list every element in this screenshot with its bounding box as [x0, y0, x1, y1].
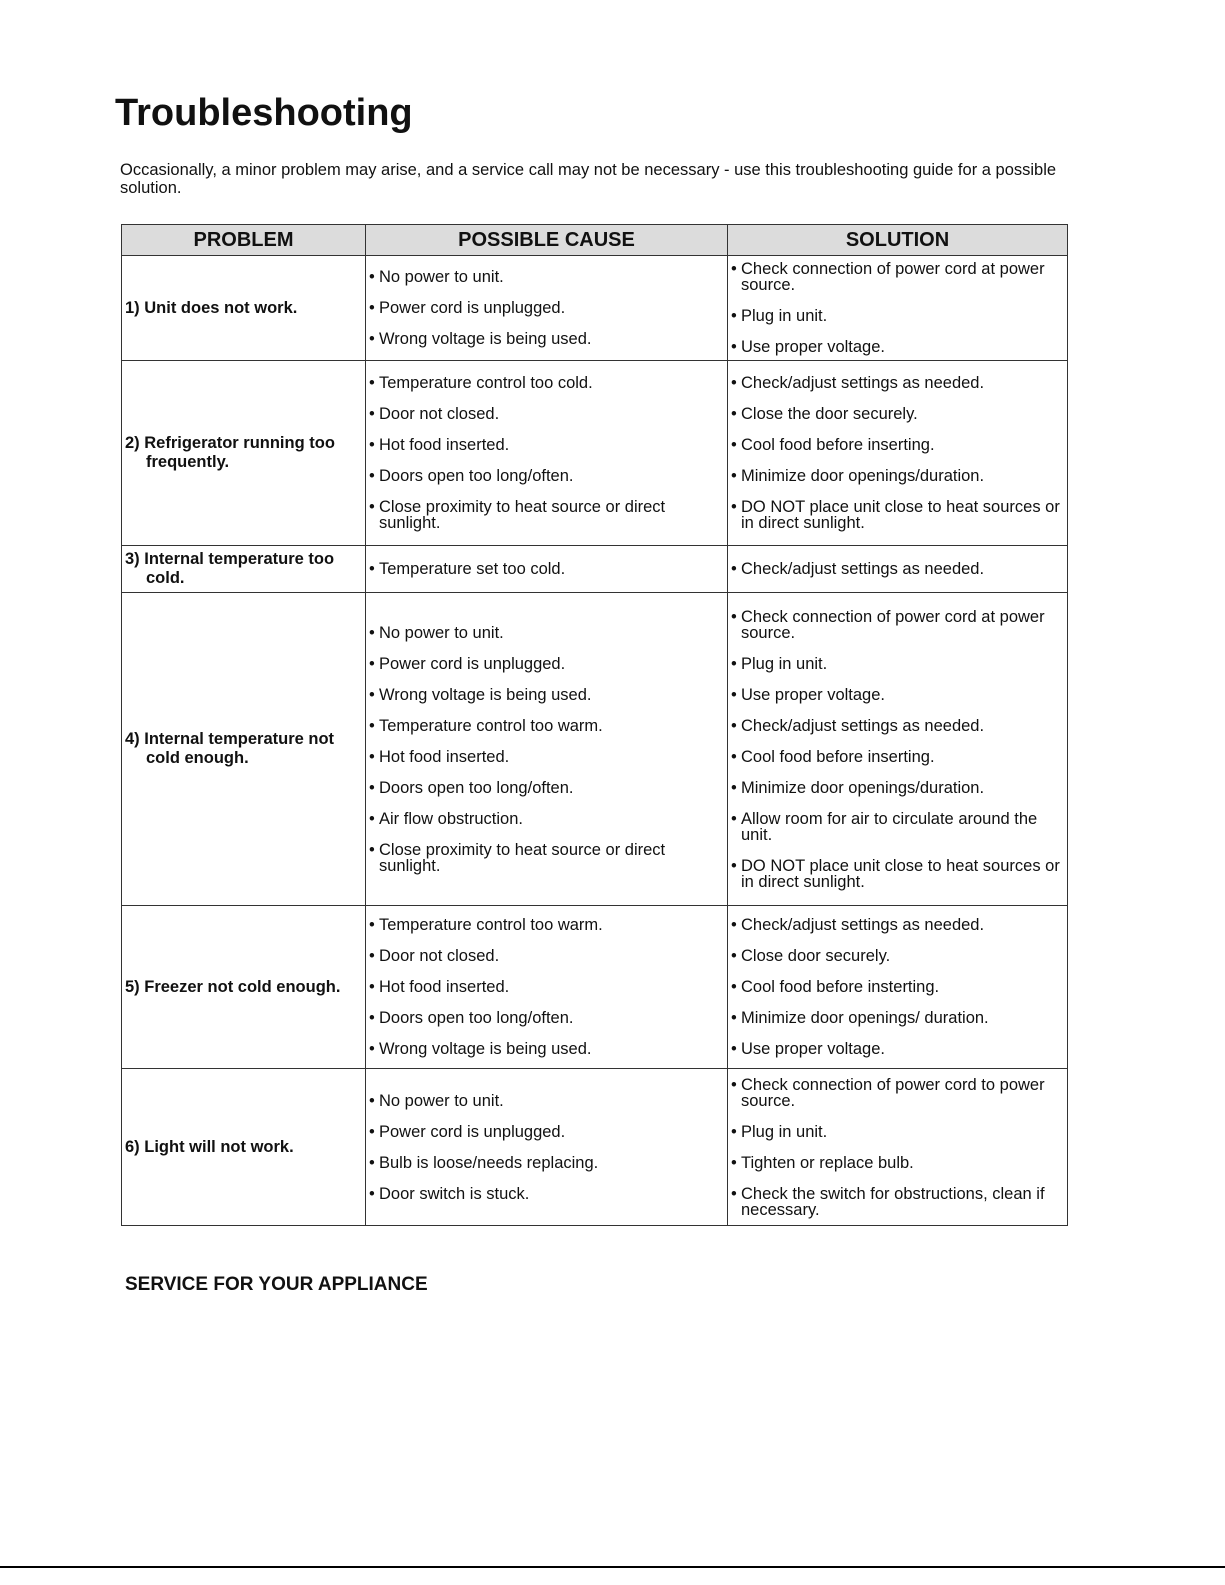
cause-text: Door not closed.	[379, 405, 500, 423]
solution-text: Cool food before inserting.	[741, 436, 935, 454]
table-row	[122, 906, 1068, 1069]
bullet-icon: •	[369, 947, 375, 965]
cause-text: Hot food inserted.	[379, 747, 510, 766]
cause-item	[369, 1041, 725, 1057]
cause-text: Wrong voltage is being used.	[379, 685, 592, 704]
cause-item	[369, 917, 725, 933]
cause-list	[366, 375, 727, 531]
cause-text: Power cord is unplugged.	[379, 654, 566, 673]
solution-item	[731, 979, 1065, 995]
cause-item	[369, 375, 725, 391]
solution-text: Allow room for air to circulate around the unit.	[741, 809, 1038, 844]
cause-item	[369, 749, 725, 765]
solution-list	[728, 261, 1067, 355]
header-solution: SOLUTION	[728, 225, 1068, 256]
header-possible-cause: POSSIBLE CAUSE	[366, 225, 728, 256]
table-row	[122, 256, 1068, 361]
solution-list	[728, 917, 1067, 1057]
service-heading: SERVICE FOR YOUR APPLIANCE	[125, 1274, 428, 1295]
solution-item	[731, 499, 1065, 531]
solution-text: DO NOT place unit close to heat sources or in direct sunlight.	[741, 498, 1060, 532]
solution-text: DO NOT place unit close to heat sources or in direct sunlight.	[741, 856, 1060, 891]
bullet-icon: •	[731, 405, 737, 423]
solution-item	[731, 718, 1065, 734]
solution-item	[731, 468, 1065, 484]
solution-cell	[728, 906, 1068, 1069]
solution-item	[731, 339, 1065, 355]
problem-text: 1) Unit does not work.	[125, 298, 298, 317]
bullet-icon: •	[731, 778, 737, 797]
solution-list	[728, 561, 1067, 577]
bullet-icon: •	[731, 856, 737, 875]
bullet-icon: •	[731, 607, 737, 626]
troubleshooting-table	[121, 224, 1068, 1226]
cause-text: Temperature control too warm.	[379, 716, 603, 735]
solution-text: Minimize door openings/duration.	[741, 778, 985, 797]
solution-text: Check connection of power cord at power source.	[741, 260, 1045, 294]
solution-item	[731, 1155, 1065, 1171]
solution-item	[731, 687, 1065, 703]
bullet-icon: •	[369, 1009, 375, 1027]
bullet-icon: •	[369, 809, 375, 828]
solution-text: Close the door securely.	[741, 405, 918, 423]
bullet-icon: •	[731, 809, 737, 828]
bullet-icon: •	[731, 1153, 737, 1172]
cause-text: Close proximity to heat source or direct sunlight.	[379, 840, 666, 875]
cause-item	[369, 561, 725, 577]
solution-item	[731, 780, 1065, 796]
cause-text: Temperature set too cold.	[379, 560, 566, 578]
solution-item	[731, 917, 1065, 933]
bullet-icon: •	[369, 1040, 375, 1058]
cause-list	[366, 561, 727, 577]
cause-text: No power to unit.	[379, 623, 504, 642]
bullet-icon: •	[731, 947, 737, 965]
intro-paragraph: Occasionally, a minor problem may arise, and a service call may not be necessary - use this troubleshooting guide for a possible solution.	[120, 161, 1057, 197]
bullet-icon: •	[369, 916, 375, 934]
cause-item	[369, 811, 725, 827]
solution-item	[731, 437, 1065, 453]
table-row	[122, 1069, 1068, 1226]
problem-text: 5) Freezer not cold enough.	[125, 977, 341, 996]
bullet-icon: •	[369, 268, 375, 286]
cause-text: Doors open too long/often.	[379, 778, 574, 797]
solution-list	[728, 609, 1067, 890]
bullet-icon: •	[731, 1009, 737, 1027]
bullet-icon: •	[369, 1122, 375, 1141]
cause-text: Close proximity to heat source or direct sunlight.	[379, 498, 666, 532]
solution-text: Check/adjust settings as needed.	[741, 916, 985, 934]
solution-item	[731, 858, 1065, 890]
problem-text: 4) Internal temperature not cold enough.	[125, 730, 335, 767]
bullet-icon: •	[731, 260, 737, 278]
bullet-icon: •	[731, 338, 737, 356]
cause-text: Doors open too long/often.	[379, 1009, 574, 1027]
bullet-icon: •	[369, 978, 375, 996]
solution-text: Close door securely.	[741, 947, 891, 965]
problem-cell	[122, 256, 366, 361]
cause-item	[369, 1010, 725, 1026]
solution-cell	[728, 361, 1068, 546]
cause-item	[369, 1124, 725, 1140]
cause-cell	[366, 546, 728, 593]
cause-list	[366, 1093, 727, 1202]
cause-text: Wrong voltage is being used.	[379, 330, 592, 348]
solution-text: Check connection of power cord to power source.	[741, 1075, 1045, 1110]
solution-text: Plug in unit.	[741, 307, 828, 325]
bullet-icon: •	[731, 978, 737, 996]
solution-cell	[728, 593, 1068, 906]
solution-text: Check/adjust settings as needed.	[741, 374, 985, 392]
problem-cell	[122, 361, 366, 546]
bullet-icon: •	[369, 1153, 375, 1172]
bullet-icon: •	[731, 916, 737, 934]
solution-item	[731, 609, 1065, 641]
cause-cell	[366, 1069, 728, 1226]
cause-text: Door switch is stuck.	[379, 1184, 530, 1203]
bullet-icon: •	[731, 307, 737, 325]
bullet-icon: •	[731, 467, 737, 485]
solution-cell	[728, 1069, 1068, 1226]
problem-cell	[122, 906, 366, 1069]
cause-text: Power cord is unplugged.	[379, 299, 566, 317]
solution-item	[731, 1010, 1065, 1026]
solution-text: Minimize door openings/duration.	[741, 467, 985, 485]
cause-list	[366, 269, 727, 347]
solution-text: Use proper voltage.	[741, 338, 885, 356]
solution-item	[731, 561, 1065, 577]
cause-text: Air flow obstruction.	[379, 809, 523, 828]
problem-cell	[122, 1069, 366, 1226]
problem-cell	[122, 593, 366, 906]
solution-item	[731, 261, 1065, 293]
bullet-icon: •	[369, 560, 375, 578]
cause-cell	[366, 906, 728, 1069]
bullet-icon: •	[731, 747, 737, 766]
problem-text: 3) Internal temperature too cold.	[125, 550, 335, 587]
cause-cell	[366, 593, 728, 906]
cause-item	[369, 1093, 725, 1109]
cause-text: Hot food inserted.	[379, 436, 510, 454]
bullet-icon: •	[731, 498, 737, 516]
bullet-icon: •	[369, 498, 375, 516]
cause-text: Doors open too long/often.	[379, 467, 574, 485]
bullet-icon: •	[369, 467, 375, 485]
table-header-row	[122, 225, 1068, 256]
cause-item	[369, 1155, 725, 1171]
bullet-icon: •	[731, 685, 737, 704]
cause-item	[369, 437, 725, 453]
footer-divider	[0, 1566, 1225, 1568]
solution-text: Tighten or replace bulb.	[741, 1153, 914, 1172]
bullet-icon: •	[731, 1040, 737, 1058]
bullet-icon: •	[369, 330, 375, 348]
solution-item	[731, 406, 1065, 422]
problem-cell	[122, 546, 366, 593]
problem-text: 6) Light will not work.	[125, 1137, 294, 1156]
bullet-icon: •	[731, 560, 737, 578]
cause-list	[366, 625, 727, 874]
solution-item	[731, 1041, 1065, 1057]
cause-item	[369, 948, 725, 964]
cause-text: No power to unit.	[379, 268, 504, 286]
table-row	[122, 593, 1068, 906]
solution-list	[728, 375, 1067, 531]
cause-item	[369, 300, 725, 316]
problem-text: 2) Refrigerator running too frequently.	[125, 434, 335, 471]
cause-item	[369, 1186, 725, 1202]
solution-text: Plug in unit.	[741, 654, 828, 673]
table-row	[122, 546, 1068, 593]
bullet-icon: •	[369, 778, 375, 797]
bullet-icon: •	[369, 299, 375, 317]
cause-text: Temperature control too warm.	[379, 916, 603, 934]
bullet-icon: •	[369, 623, 375, 642]
cause-text: No power to unit.	[379, 1091, 504, 1110]
solution-item	[731, 1186, 1065, 1218]
solution-item	[731, 375, 1065, 391]
header-problem: PROBLEM	[122, 225, 366, 256]
cause-item	[369, 269, 725, 285]
solution-item	[731, 308, 1065, 324]
bullet-icon: •	[369, 405, 375, 423]
solution-list	[728, 1077, 1067, 1218]
solution-text: Plug in unit.	[741, 1122, 828, 1141]
bullet-icon: •	[369, 1184, 375, 1203]
bullet-icon: •	[369, 436, 375, 454]
solution-text: Use proper voltage.	[741, 1040, 885, 1058]
solution-text: Minimize door openings/ duration.	[741, 1009, 989, 1027]
bullet-icon: •	[731, 374, 737, 392]
solution-text: Cool food before insterting.	[741, 978, 940, 996]
cause-item	[369, 406, 725, 422]
cause-list	[366, 917, 727, 1057]
bullet-icon: •	[731, 716, 737, 735]
cause-text: Power cord is unplugged.	[379, 1122, 566, 1141]
cause-text: Hot food inserted.	[379, 978, 510, 996]
solution-text: Check/adjust settings as needed.	[741, 716, 985, 735]
cause-item	[369, 979, 725, 995]
cause-text: Door not closed.	[379, 947, 500, 965]
solution-item	[731, 948, 1065, 964]
solution-text: Cool food before inserting.	[741, 747, 935, 766]
cause-item	[369, 468, 725, 484]
cause-item	[369, 780, 725, 796]
cause-item	[369, 842, 725, 874]
cause-text: Wrong voltage is being used.	[379, 1040, 592, 1058]
solution-text: Use proper voltage.	[741, 685, 885, 704]
cause-item	[369, 499, 725, 531]
cause-item	[369, 718, 725, 734]
bullet-icon: •	[369, 747, 375, 766]
solution-item	[731, 1124, 1065, 1140]
bullet-icon: •	[731, 1122, 737, 1141]
solution-item	[731, 656, 1065, 672]
cause-item	[369, 625, 725, 641]
bullet-icon: •	[369, 1091, 375, 1110]
solution-item	[731, 1077, 1065, 1109]
table-row	[122, 361, 1068, 546]
cause-item	[369, 331, 725, 347]
cause-text: Temperature control too cold.	[379, 374, 593, 392]
cause-cell	[366, 361, 728, 546]
bullet-icon: •	[731, 1184, 737, 1203]
bullet-icon: •	[731, 654, 737, 673]
bullet-icon: •	[731, 1075, 737, 1094]
cause-item	[369, 687, 725, 703]
cause-cell	[366, 256, 728, 361]
bullet-icon: •	[731, 436, 737, 454]
bullet-icon: •	[369, 654, 375, 673]
page-title: Troubleshooting	[115, 92, 413, 134]
solution-text: Check the switch for obstructions, clean if necessary.	[741, 1184, 1045, 1219]
bullet-icon: •	[369, 840, 375, 859]
bullet-icon: •	[369, 685, 375, 704]
bullet-icon: •	[369, 716, 375, 735]
solution-item	[731, 811, 1065, 843]
solution-text: Check connection of power cord at power source.	[741, 607, 1045, 642]
cause-text: Bulb is loose/needs replacing.	[379, 1153, 599, 1172]
solution-cell	[728, 546, 1068, 593]
solution-cell	[728, 256, 1068, 361]
bullet-icon: •	[369, 374, 375, 392]
solution-text: Check/adjust settings as needed.	[741, 560, 985, 578]
cause-item	[369, 656, 725, 672]
solution-item	[731, 749, 1065, 765]
